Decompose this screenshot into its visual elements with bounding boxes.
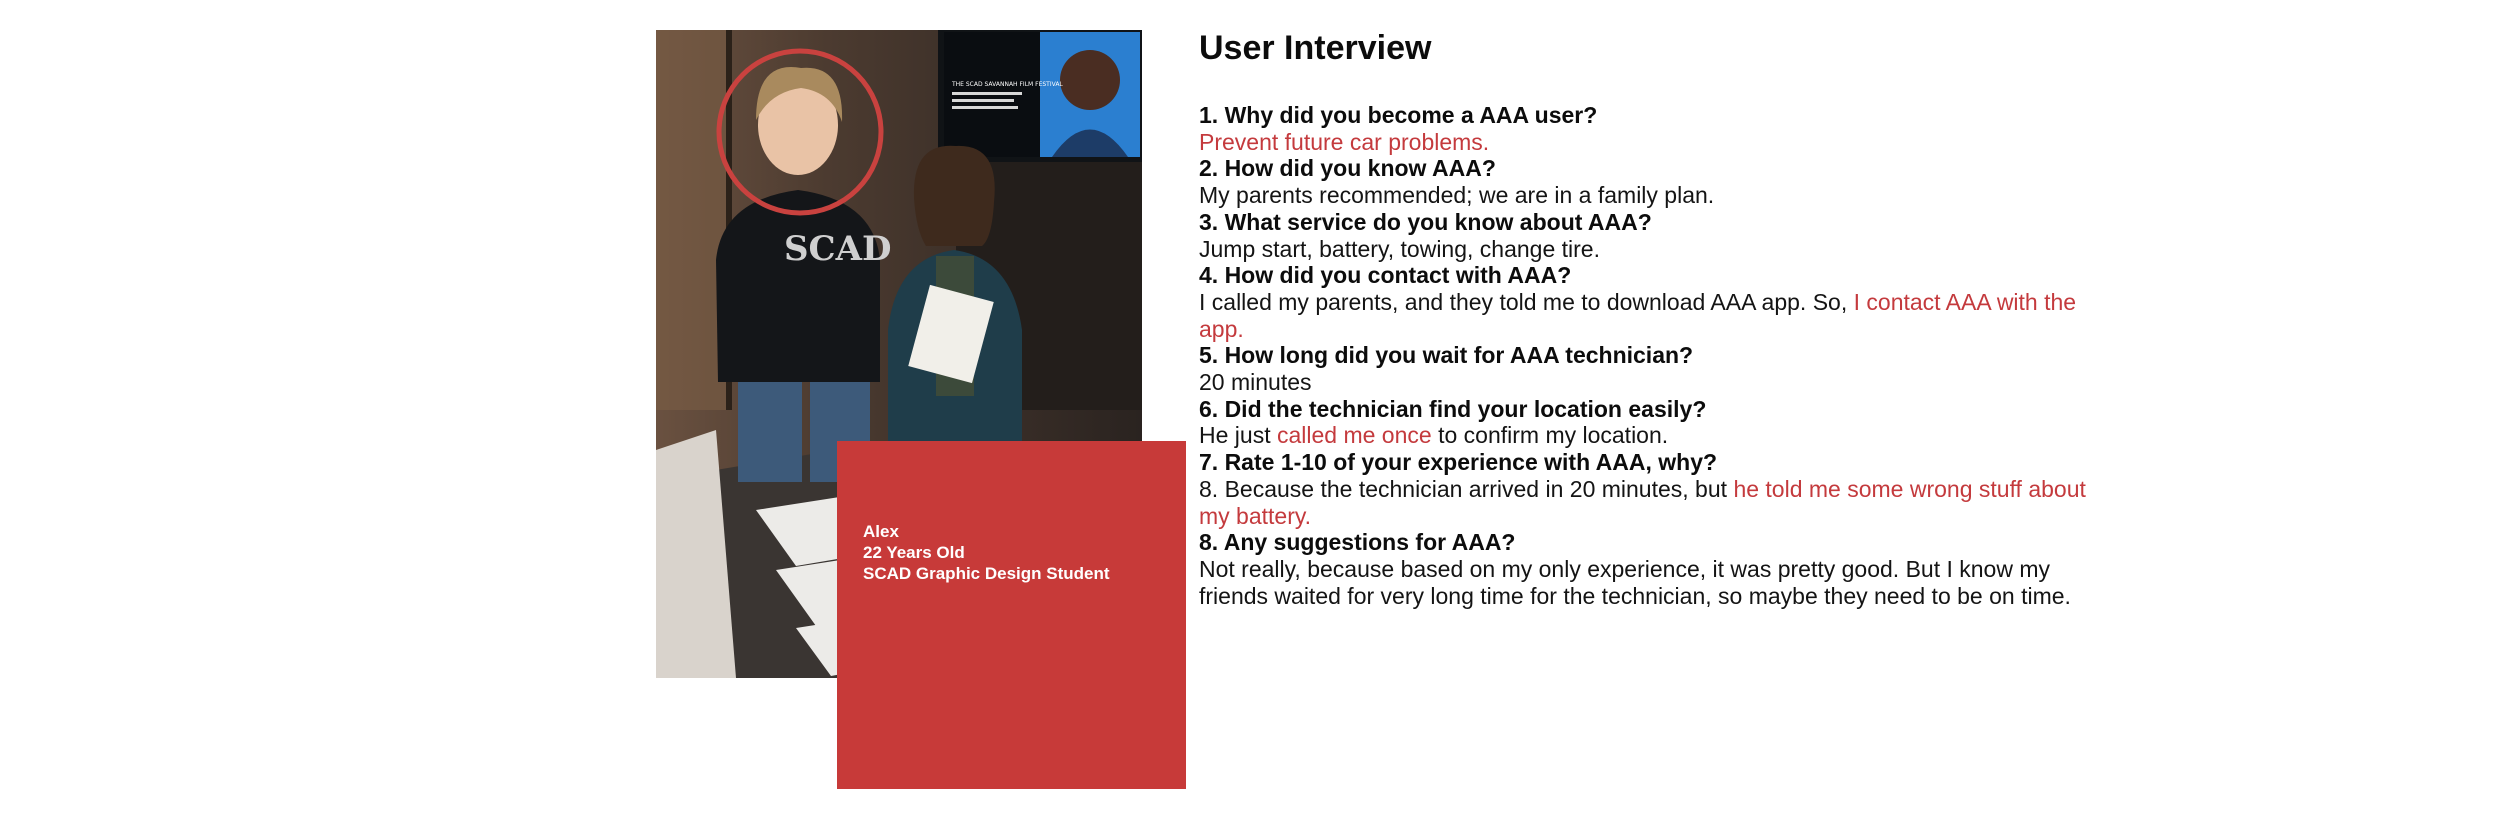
answer-highlight: called me once — [1276, 422, 1432, 449]
answer-highlight: Prevent future car problems. — [1199, 128, 1490, 155]
interview-answer — [1199, 129, 2099, 156]
interview-item — [1199, 262, 2099, 342]
interview-question: 6. Did the technician find your location easily? — [1199, 395, 1707, 422]
interview-item — [1199, 155, 2099, 208]
answer-text: Jump start, battery, towing, change tire. — [1199, 235, 1600, 262]
interview-answer — [1199, 476, 2099, 529]
interview-answer — [1199, 236, 2099, 263]
answer-text: My parents recommended; we are in a family plan. — [1199, 182, 1715, 209]
interview-question: 3. What service do you know about AAA? — [1199, 208, 1652, 235]
page-title: User Interview — [1199, 29, 1432, 67]
interview-answer — [1199, 369, 2099, 396]
interview-question: 2. How did you know AAA? — [1199, 155, 1496, 182]
answer-text: 20 minutes — [1199, 369, 1312, 396]
tv-screen-text: THE SCAD SAVANNAH FILM FESTIVAL — [952, 81, 1063, 88]
interview-question: 4. How did you contact with AAA? — [1199, 262, 1572, 289]
answer-highlight: I contact AAA with the app. — [1199, 288, 2077, 342]
answer-text: Not really, because based on my only experience, it was pretty good. But I know my friends waited for very long time for the technician, so maybe they need to be on time. — [1199, 555, 2071, 609]
interview-question: 8. Any suggestions for AAA? — [1199, 529, 1516, 556]
interview-item — [1199, 209, 2099, 262]
answer-highlight: he told me some wrong stuff about my battery. — [1199, 475, 2086, 529]
interview-item — [1199, 102, 2099, 155]
interview-answer — [1199, 182, 2099, 209]
answer-text: I called my parents, and they told me to download AAA app. So, — [1199, 288, 1854, 315]
interview-question: 7. Rate 1-10 of your experience with AAA, why? — [1199, 449, 1718, 476]
profile-card — [837, 441, 1186, 789]
interview-question: 1. Why did you become a AAA user? — [1199, 102, 1598, 128]
interview-question: 5. How long did you wait for AAA technician? — [1199, 342, 1694, 369]
interview-answer — [1199, 422, 2099, 449]
profile-occupation: SCAD Graphic Design Student — [863, 564, 1110, 583]
interview-answer — [1199, 556, 2099, 609]
interview-answer — [1199, 289, 2099, 342]
interview-item — [1199, 529, 2099, 609]
interview-item — [1199, 342, 2099, 395]
interview-section — [1199, 26, 2099, 609]
interview-item — [1199, 396, 2099, 449]
interview-item — [1199, 449, 2099, 529]
answer-text-end: to confirm my location. — [1431, 422, 1669, 449]
profile-age: 22 Years Old — [863, 543, 965, 562]
answer-text: 8. Because the technician arrived in 20 minutes, but — [1199, 475, 1734, 502]
profile-name: Alex — [863, 522, 899, 541]
answer-text: He just — [1199, 422, 1277, 449]
shirt-logo-text: SCAD — [784, 229, 892, 269]
